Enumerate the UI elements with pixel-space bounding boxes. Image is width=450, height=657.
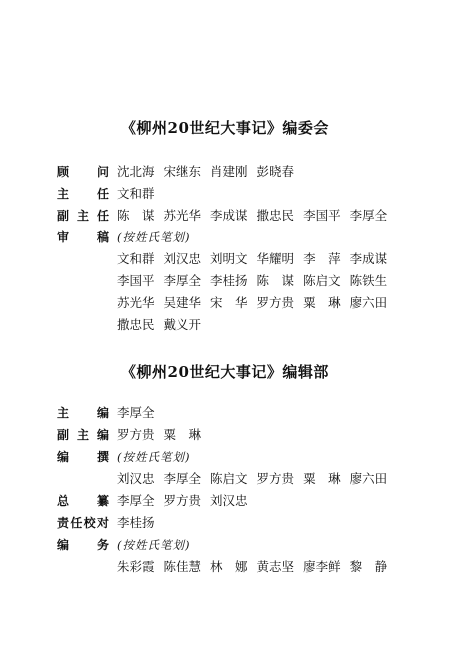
person-name: 林 娜 xyxy=(210,559,248,574)
person-name: 苏光华 xyxy=(163,208,202,223)
committee-row xyxy=(0,161,450,183)
committee-row xyxy=(0,183,450,205)
name-list xyxy=(117,161,303,183)
person-name: 粟 琳 xyxy=(303,295,341,310)
ordering-note: (按姓氏笔划) xyxy=(117,230,191,244)
person-name: 李桂扬 xyxy=(117,515,155,530)
editorial-row xyxy=(0,490,450,512)
name-list xyxy=(117,534,190,556)
name-list xyxy=(117,270,396,292)
person-name: 罗方贵 xyxy=(256,295,295,310)
role-label: 责任校对 xyxy=(57,516,109,530)
person-name: 廖六田 xyxy=(349,471,388,486)
person-name: 撒忠民 xyxy=(117,317,155,332)
person-name: 文和群 xyxy=(117,186,155,201)
person-name: 李厚全 xyxy=(163,273,202,288)
committee-title: 《柳州20世纪大事记》编委会 xyxy=(121,119,329,137)
person-name: 罗方贵 xyxy=(117,427,155,442)
person-name: 刘汉忠 xyxy=(117,471,155,486)
name-list xyxy=(117,490,257,512)
ordering-note: (按姓氏笔划) xyxy=(117,538,191,552)
person-name: 廖六田 xyxy=(349,295,388,310)
committee-row xyxy=(0,270,450,292)
person-name: 刘明文 xyxy=(210,251,248,266)
name-list xyxy=(117,446,190,468)
person-name: 刘汉忠 xyxy=(210,493,248,508)
role-label: 副主任 xyxy=(57,209,109,223)
person-name: 李厚全 xyxy=(117,493,155,508)
person-name: 戴义开 xyxy=(163,317,202,332)
person-name: 沈北海 xyxy=(117,164,155,179)
editorial-row xyxy=(0,424,450,446)
person-name: 李厚全 xyxy=(349,208,388,223)
person-name: 李桂扬 xyxy=(210,273,248,288)
committee-row xyxy=(0,226,450,248)
role-label: 总 纂 xyxy=(57,494,109,508)
person-name: 粟 琳 xyxy=(303,471,341,486)
person-name: 文和群 xyxy=(117,251,155,266)
person-name: 朱彩霞 xyxy=(117,559,155,574)
editorial-row xyxy=(0,402,450,424)
person-name: 宋继东 xyxy=(163,164,202,179)
person-name: 黄志坚 xyxy=(256,559,295,574)
editorial-row xyxy=(0,468,450,490)
person-name: 李国平 xyxy=(117,273,155,288)
person-name: 黎 静 xyxy=(349,559,388,574)
person-name: 陈铁生 xyxy=(349,273,388,288)
name-list xyxy=(117,248,396,270)
person-name: 苏光华 xyxy=(117,295,155,310)
committee-row xyxy=(0,292,450,314)
editorial-row xyxy=(0,534,450,556)
person-name: 陈佳慧 xyxy=(163,559,202,574)
role-label: 副主编 xyxy=(57,428,109,442)
person-name: 肖建刚 xyxy=(210,164,248,179)
person-name: 刘汉忠 xyxy=(163,251,202,266)
person-name: 吴建华 xyxy=(163,295,202,310)
name-list xyxy=(117,205,396,227)
name-list xyxy=(117,424,210,446)
name-list xyxy=(117,183,164,205)
person-name: 罗方贵 xyxy=(163,493,202,508)
person-name: 华耀明 xyxy=(256,251,295,266)
role-label: 编 撰 xyxy=(57,450,109,464)
person-name: 李成谋 xyxy=(349,251,388,266)
role-label: 顾 问 xyxy=(57,165,109,179)
committee-row xyxy=(0,205,450,227)
person-name: 宋 华 xyxy=(210,295,248,310)
person-name: 粟 琳 xyxy=(163,427,202,442)
name-list xyxy=(117,314,210,336)
editorial-row xyxy=(0,512,450,534)
name-list xyxy=(117,292,396,314)
role-label: 审 稿 xyxy=(57,230,109,244)
name-list xyxy=(117,402,164,424)
name-list xyxy=(117,468,396,490)
editorial-row xyxy=(0,556,450,578)
person-name: 李 萍 xyxy=(303,251,341,266)
person-name: 李厚全 xyxy=(117,405,155,420)
person-name: 彭晓春 xyxy=(256,164,295,179)
person-name: 廖李鲜 xyxy=(303,559,341,574)
role-label: 主 任 xyxy=(57,187,109,201)
person-name: 李厚全 xyxy=(163,471,202,486)
person-name: 陈启文 xyxy=(210,471,248,486)
person-name: 李成谋 xyxy=(210,208,248,223)
editorial-title: 《柳州20世纪大事记》编辑部 xyxy=(121,363,329,381)
name-list xyxy=(117,556,396,578)
person-name: 罗方贵 xyxy=(256,471,295,486)
role-label: 主 编 xyxy=(57,406,109,420)
name-list xyxy=(117,226,190,248)
committee-row xyxy=(0,314,450,336)
committee-row xyxy=(0,248,450,270)
person-name: 李国平 xyxy=(303,208,341,223)
person-name: 撒忠民 xyxy=(256,208,295,223)
name-list xyxy=(117,512,164,534)
person-name: 陈 谋 xyxy=(117,208,155,223)
editorial-row xyxy=(0,446,450,468)
person-name: 陈启文 xyxy=(303,273,341,288)
role-label: 编 务 xyxy=(57,538,109,552)
person-name: 陈 谋 xyxy=(256,273,295,288)
ordering-note: (按姓氏笔划) xyxy=(117,450,191,464)
